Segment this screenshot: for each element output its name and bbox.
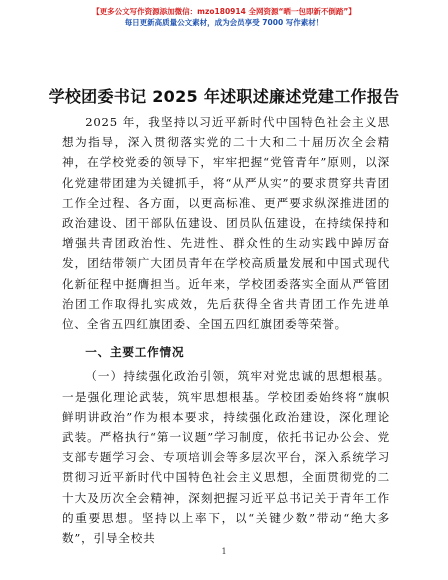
document-body — [62, 112, 390, 548]
section-heading: 一、主要工作情况 — [85, 345, 185, 360]
section-paragraph: （一）持续强化政治引领，筑牢对党忠诚的思想根基。一是强化理论武装，筑牢思想根基。学校团委始终将“旗帜鲜明讲政治”作为根本要求，持续强化政治建设，深化理论武装。严格执行“第一议题”学习制度，依托书记办公会、党支部专题学习会、专项培训会等多层次平台，深入系统学习贯彻习近平新时代中国特色社会主义思想，全面贯彻党的二十大及历次全会精神，深刻把握习近平总书记关于青年工作的重要思想。坚持以上率下，以“关键少数”带动“绝大多数”，引导全校共 — [62, 369, 390, 546]
promo-banner — [0, 6, 448, 28]
promo-line-wechat: 【更多公文写作资源添加微信：mzo180914 全网资源“晒一包即新不倒踏”】 — [92, 7, 356, 16]
document-title: 学校团委书记 2025 年述职述廉述党建工作报告 — [48, 87, 400, 106]
intro-paragraph: 2025 年，我坚持以习近平新时代中国特色社会主义思想为指导，深入贯彻落实党的二十大和二十届历次全会精神，在学校党委的领导下，牢牢把握“党管青年”原则，以深化党建带团建为关键抓手，将“从严从实”的要求贯穿共青团工作全过程、各方面，以更高标准、更严要求纵深推进团的政治建设、团干部队伍建设、团员队伍建设，在持续保持和增强共青团政治性、先进性、群众性的生动实践中踔厉奋发，团结带领广大团员青年在学校高质量发展和中国式现代化新征程中挺膺担当。近年来，学校团委落实全面从严管团治团工作取得扎实成效，先后获得全省共青团工作先进单位、全省五四红旗团委、全国五四红旗团委等荣誉。 — [62, 115, 390, 332]
promo-line-membership: 每日更新高质量公文素材，成为会员享受 7000 写作素材！ — [124, 18, 324, 27]
page-number: 1 — [221, 547, 227, 556]
